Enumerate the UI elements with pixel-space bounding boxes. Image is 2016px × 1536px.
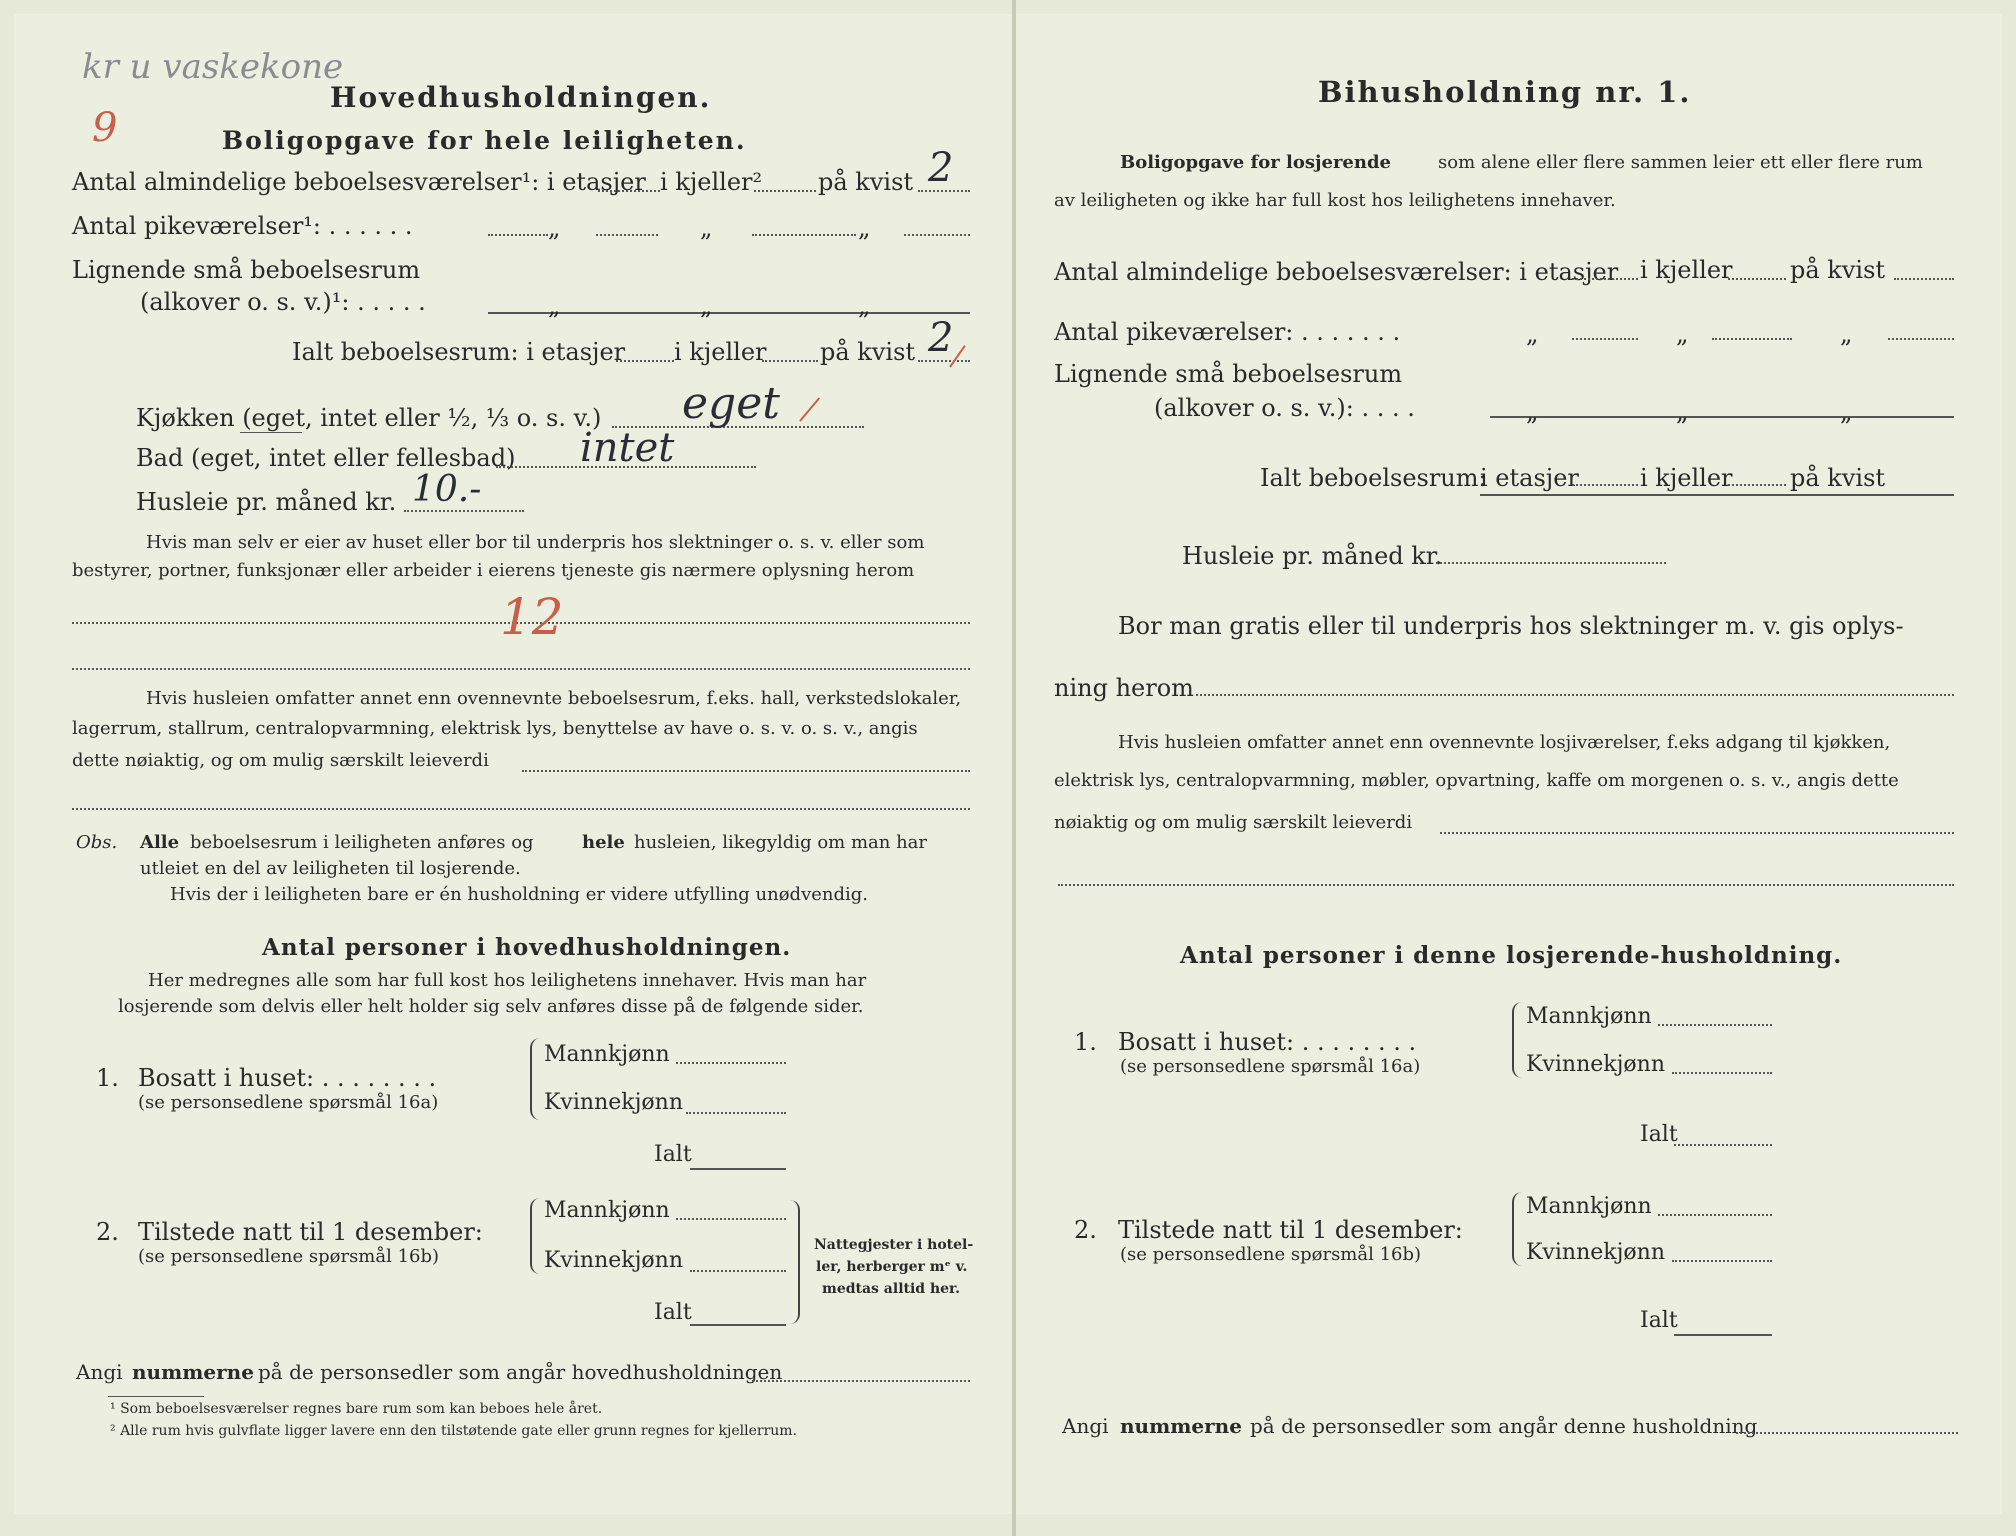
lodger-total-underline <box>1480 494 1954 496</box>
rent-includes-text: Hvis husleien omfatter annet enn ovennevnte beboelsesrum, f.eks. hall, verkstedslokaler, <box>146 688 962 709</box>
obs-bold: Alle <box>140 832 180 853</box>
resident-female-field[interactable] <box>686 1112 786 1114</box>
female-label: Kvinnekjønn <box>544 1090 683 1115</box>
maid-kvist-field[interactable] <box>752 234 856 236</box>
lodger-total-kjeller-field[interactable] <box>1728 484 1786 486</box>
present-label: Tilstede natt til 1 desember: <box>138 1218 483 1246</box>
resident-label: Bosatt i huset: . . . . . . . . <box>138 1064 437 1092</box>
lodger-kvist-field[interactable] <box>1894 278 1954 280</box>
obs-text: Hvis der i leiligheten bare er én husholdning er videre utfylling unødvendig. <box>170 884 869 905</box>
rent-includes-field-2[interactable] <box>72 808 970 810</box>
rooms-kvist-label: på kvist <box>818 168 914 196</box>
present-male-field[interactable] <box>676 1218 786 1220</box>
female-label: Kvinnekjønn <box>1526 1052 1665 1077</box>
lodger-maid-field-2[interactable] <box>1712 338 1792 340</box>
footnote-rule <box>108 1396 204 1397</box>
kitchen-value: eget <box>682 378 780 429</box>
lodger-present-male-field[interactable] <box>1658 1214 1772 1216</box>
brace <box>530 1198 542 1274</box>
rooms-kjeller-field[interactable] <box>754 190 816 192</box>
lodger-intro-bold: Boligopgave for losjerende <box>1120 152 1392 173</box>
lodger-rooms-label: Antal almindelige beboelsesværelser: i etasjer <box>1054 258 1619 286</box>
resident-total-field[interactable] <box>690 1168 786 1170</box>
lodger-total-etasjer-field[interactable] <box>1572 484 1638 486</box>
footnote: ¹ Som beboelsesværelser regnes bare rum som kan beboes hele året. <box>110 1401 603 1417</box>
female-label: Kvinnekjønn <box>544 1248 683 1273</box>
brace <box>530 1038 542 1120</box>
numbers-field[interactable] <box>752 1380 970 1382</box>
page-subtitle: Boligopgave for hele leiligheten. <box>222 126 747 155</box>
lodger-present-female-field[interactable] <box>1672 1260 1772 1262</box>
lodger-kvist-label: på kvist <box>1790 256 1886 284</box>
maid-etasjer-field[interactable] <box>488 234 548 236</box>
lodger-total-label: Ialt beboelsesrum: <box>1260 464 1487 492</box>
item-number: 1. <box>96 1064 119 1092</box>
present-female-field[interactable] <box>690 1270 786 1272</box>
lodger-present-total-field[interactable] <box>1674 1334 1772 1336</box>
rooms-kvist-value: 2 <box>928 145 954 191</box>
bath-value: intet <box>580 425 675 471</box>
numbers-text: på de personsedler som angår hovedhusholdningen <box>258 1360 783 1384</box>
total-kvist-label: på kvist <box>820 338 916 366</box>
total-etasjer-field[interactable] <box>616 360 674 362</box>
bath-label: Bad (eget, intet eller fellesbad) <box>136 444 516 472</box>
male-label: Mannkjønn <box>1526 1004 1652 1029</box>
lodger-total-kvist: på kvist <box>1790 464 1886 492</box>
ditto-mark: „ <box>1676 398 1689 426</box>
lodger-numbers-text: på de personsedler som angår denne husholdning <box>1250 1414 1758 1438</box>
ditto-mark: „ <box>858 292 871 320</box>
numbers-bold: nummerne <box>132 1360 254 1384</box>
relatives-text: ning herom <box>1054 674 1194 702</box>
obs-text: beboelsesrum i leiligheten anføres og <box>190 832 534 853</box>
lodger-includes-field[interactable] <box>1440 832 1954 834</box>
lodger-alcove-field[interactable] <box>1490 416 1954 418</box>
lodger-etasjer-field[interactable] <box>1572 278 1638 280</box>
lodger-present-label: Tilstede natt til 1 desember: <box>1118 1216 1463 1244</box>
lodger-kjeller-label: i kjeller <box>1640 256 1733 284</box>
total-label: Ialt <box>654 1300 692 1325</box>
alcove-label: Lignende små beboelsesrum <box>72 256 421 284</box>
ditto-mark: „ <box>700 214 713 242</box>
brace <box>788 1200 800 1324</box>
ditto-mark: „ <box>1526 320 1539 348</box>
total-label: Ialt <box>1640 1122 1678 1147</box>
rent-label: Husleie pr. måned kr. <box>136 488 397 516</box>
lodger-numbers-bold: nummerne <box>1120 1414 1242 1438</box>
brace <box>1512 1192 1524 1266</box>
total-kvist-value: 2 <box>928 315 954 361</box>
present-sub: (se personsedlene spørsmål 16b) <box>138 1246 440 1267</box>
numbers-label: Angi <box>76 1360 123 1384</box>
obs-label: Obs. <box>76 832 118 853</box>
owner-field-2[interactable] <box>72 668 970 670</box>
resident-sub: (se personsedlene spørsmål 16a) <box>138 1092 439 1113</box>
obs-bold: hele <box>582 832 625 853</box>
rooms-kjeller-label: i kjeller² <box>660 168 763 196</box>
rent-field[interactable] <box>404 510 524 512</box>
night-guests-note: medtas alltid her. <box>822 1281 961 1297</box>
maid-kjeller-field[interactable] <box>596 234 658 236</box>
lodger-intro: av leiligheten og ikke har full kost hos leilighetens innehaver. <box>1054 190 1616 211</box>
lodger-includes-field-2[interactable] <box>1058 884 1954 886</box>
resident-male-field[interactable] <box>676 1062 786 1064</box>
lodger-alcove-label: Lignende små beboelsesrum <box>1054 360 1403 388</box>
lodger-maid-field-3[interactable] <box>1888 338 1954 340</box>
rooms-label: Antal almindelige beboelsesværelser¹: i etasjer <box>72 168 646 196</box>
lodger-includes-text: nøiaktig og om mulig særskilt leieverdi <box>1054 812 1413 833</box>
rooms-etasjer-field[interactable] <box>598 190 660 192</box>
item-number: 1. <box>1074 1028 1097 1056</box>
lodger-includes-text: Hvis husleien omfatter annet enn ovennevnte losjiværelser, f.eks adgang til kjøkken, <box>1118 732 1891 753</box>
total-kjeller-field[interactable] <box>762 360 818 362</box>
brace <box>1512 1002 1524 1078</box>
lodger-resident-total-field[interactable] <box>1674 1144 1772 1146</box>
maid-kvist-field-2[interactable] <box>904 234 970 236</box>
male-label: Mannkjønn <box>544 1042 670 1067</box>
footnote: ² Alle rum hvis gulvflate ligger lavere enn den tilstøtende gate eller grunn regnes for kjellerrum. <box>110 1423 798 1439</box>
maid-rooms-label: Antal pikeværelser¹: . . . . . . <box>72 212 413 240</box>
ditto-mark: „ <box>700 292 713 320</box>
ditto-mark: „ <box>1840 398 1853 426</box>
lodger-resident-sub: (se personsedlene spørsmål 16a) <box>1120 1056 1421 1077</box>
present-total-field[interactable] <box>690 1324 786 1326</box>
male-label: Mannkjønn <box>544 1198 670 1223</box>
ditto-mark: „ <box>1840 320 1853 348</box>
female-label: Kvinnekjønn <box>1526 1240 1665 1265</box>
lodger-resident-label: Bosatt i huset: . . . . . . . . <box>1118 1028 1417 1056</box>
obs-text: utleiet en del av leiligheten til losjerende. <box>140 858 521 879</box>
item-number: 2. <box>96 1218 119 1246</box>
handwritten-number: 9 <box>92 105 118 151</box>
item-number: 2. <box>1074 1216 1097 1244</box>
male-label: Mannkjønn <box>1526 1194 1652 1219</box>
handwritten-note: kr u vaskekone <box>82 47 344 87</box>
page-title: Hovedhusholdningen. <box>330 81 712 114</box>
lodger-rent-field[interactable] <box>1436 562 1666 564</box>
lodger-total-etasjer: i etasjer <box>1480 464 1579 492</box>
lodger-maid-label: Antal pikeværelser: . . . . . . . <box>1054 318 1401 346</box>
lodger-maid-field[interactable] <box>1572 338 1638 340</box>
kitchen-underline <box>240 432 302 433</box>
kitchen-label: Kjøkken (eget, intet eller ½, ⅓ o. s. v.) <box>136 404 602 432</box>
lodger-total-kjeller: i kjeller <box>1640 464 1733 492</box>
lodger-kjeller-field[interactable] <box>1728 278 1786 280</box>
night-guests-note: Nattegjester i hotel- <box>814 1237 974 1253</box>
night-guests-note: ler, herberger mᵉ v. <box>816 1259 968 1275</box>
obs-text: husleien, likegyldig om man har <box>634 832 927 853</box>
right-page-title: Bihusholdning nr. 1. <box>1318 75 1692 109</box>
page-fold <box>1012 0 1016 1536</box>
right-page <box>1016 14 2002 1514</box>
lodger-persons-heading: Antal personer i denne losjerende-husholdning. <box>1180 942 1843 969</box>
lodger-includes-text: elektrisk lys, centralopvarmning, møbler, opvartning, kaffe om morgenen o. s. v., angis dette <box>1054 770 1899 791</box>
lodger-alcove-label-2: (alkover o. s. v.): . . . . <box>1154 394 1415 422</box>
owner-text: Hvis man selv er eier av huset eller bor til underpris hos slektninger o. s. v. eller som <box>146 532 925 553</box>
rent-value: 10.- <box>412 469 482 510</box>
persons-text: losjerende som delvis eller helt holder sig selv anføres disse på de følgende sider. <box>118 996 864 1017</box>
ditto-mark: „ <box>1676 320 1689 348</box>
ditto-mark: „ <box>548 292 561 320</box>
ditto-mark: „ <box>1526 398 1539 426</box>
total-rooms-label: Ialt beboelsesrum: i etasjer <box>292 338 626 366</box>
red-scribble: 12 <box>500 588 564 646</box>
persons-heading: Antal personer i hovedhusholdningen. <box>262 934 792 961</box>
lodger-intro: som alene eller flere sammen leier ett eller flere rum <box>1438 152 1923 173</box>
alcove-label-2: (alkover o. s. v.)¹: . . . . . <box>140 288 426 316</box>
lodger-numbers-field[interactable] <box>1736 1432 1958 1434</box>
lodger-rent-label: Husleie pr. måned kr. <box>1182 542 1443 570</box>
lodger-present-sub: (se personsedlene spørsmål 16b) <box>1120 1244 1422 1265</box>
rent-includes-text: lagerrum, stallrum, centralopvarmning, elektrisk lys, benyttelse av have o. s. v. o. s. v., angis <box>72 718 918 739</box>
rent-includes-field[interactable] <box>522 770 970 772</box>
owner-text: bestyrer, portner, funksjonær eller arbeider i eierens tjeneste gis nærmere oplysning herom <box>72 560 915 581</box>
lodger-numbers-label: Angi <box>1062 1414 1109 1438</box>
total-label: Ialt <box>654 1142 692 1167</box>
total-kjeller-label: i kjeller <box>674 338 767 366</box>
ditto-mark: „ <box>548 214 561 242</box>
ditto-mark: „ <box>858 214 871 242</box>
relatives-field[interactable] <box>1196 694 1954 696</box>
lodger-resident-female-field[interactable] <box>1672 1072 1772 1074</box>
persons-text: Her medregnes alle som har full kost hos leilighetens innehaver. Hvis man har <box>148 970 867 991</box>
rent-includes-text: dette nøiaktig, og om mulig særskilt leieverdi <box>72 750 489 771</box>
total-label: Ialt <box>1640 1308 1678 1333</box>
lodger-resident-male-field[interactable] <box>1658 1024 1772 1026</box>
relatives-text: Bor man gratis eller til underpris hos slektninger m. v. gis oplys- <box>1118 612 1904 640</box>
